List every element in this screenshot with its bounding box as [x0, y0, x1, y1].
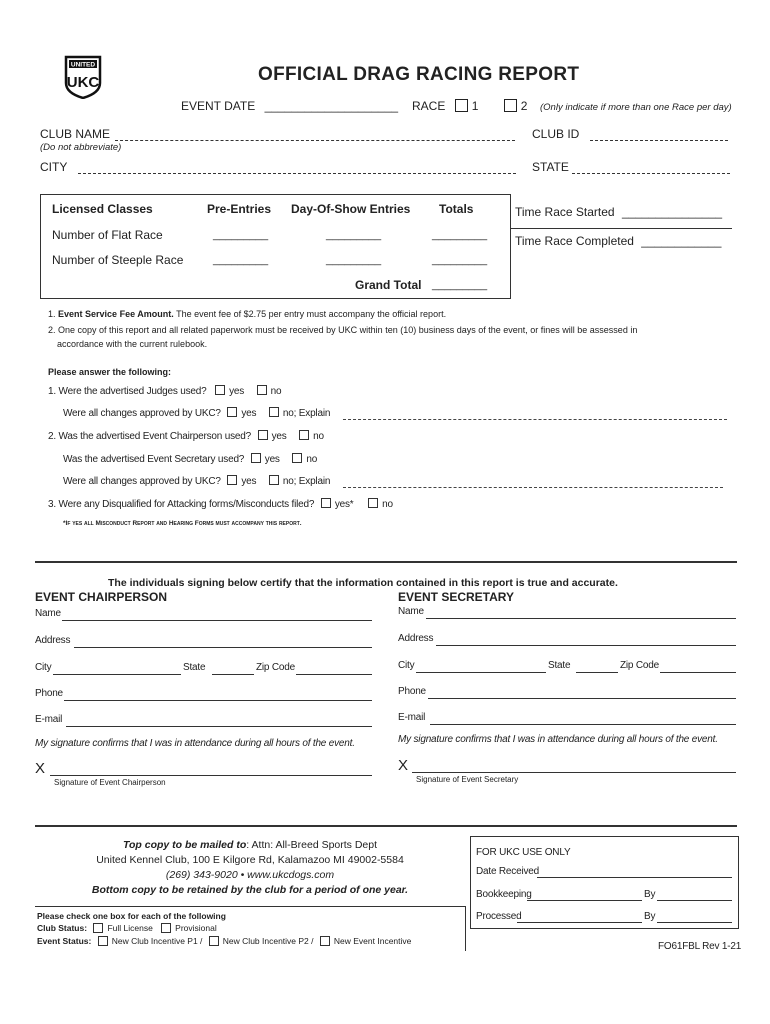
q1b-text: Were all changes approved by UKC?	[63, 408, 221, 419]
chair-heading: EVENT CHAIRPERSON	[35, 590, 168, 604]
nci-p1-label: New Club Incentive P1 /	[111, 936, 203, 946]
note-1-text: The event fee of $2.75 per entry must accompany the official report.	[173, 309, 447, 319]
q1-no-label: no	[270, 386, 282, 397]
city-field[interactable]	[78, 173, 516, 174]
mailing-line-4: Bottom copy to be retained by the club for a period of one year.	[91, 884, 409, 896]
club-name-note: (Do not abbreviate)	[40, 142, 122, 153]
sec-name-field[interactable]	[426, 618, 736, 619]
flat-total-field[interactable]: _________	[432, 229, 488, 241]
q2-yes-checkbox[interactable]	[258, 430, 268, 440]
status-heading: Please check one box for each of the following	[37, 911, 226, 921]
steeple-race-label: Number of Steeple Race	[52, 253, 184, 267]
q1-yes-label: yes	[229, 386, 245, 397]
secretary-heading: EVENT SECRETARY	[398, 590, 515, 604]
flat-dos-field[interactable]: _________	[326, 229, 382, 241]
mailing-line-2: United Kennel Club, 100 E Kilgore Rd, Kalamazoo MI 49002-5584	[96, 854, 404, 866]
certify-statement: The individuals signing below certify that the information contained in this report is true and accurate.	[108, 577, 618, 589]
bookkeeping-by-field[interactable]	[657, 900, 732, 901]
club-id-field[interactable]	[590, 140, 728, 141]
misconduct-footnote: *If yes all Misconduct Report and Hearing Forms must accompany this report.	[63, 520, 302, 527]
club-status-row	[37, 923, 217, 934]
q1b-no-label: no; Explain	[282, 408, 331, 419]
race-1-label: 1	[471, 99, 479, 113]
race-row	[412, 99, 527, 113]
mailing-line-1	[70, 838, 430, 853]
q2-no-checkbox[interactable]	[299, 430, 309, 440]
race-2-label: 2	[520, 99, 528, 113]
club-name-label: CLUB NAME	[40, 127, 111, 141]
q2c-explain-field[interactable]	[343, 487, 723, 488]
q1b-no-checkbox[interactable]	[269, 407, 279, 417]
sec-address-label: Address	[398, 633, 434, 644]
entries-table	[40, 194, 511, 299]
date-received-label: Date Received	[476, 866, 539, 877]
mailing-line-1-rest: : Attn: All-Breed Sports Dept	[246, 839, 378, 851]
q2c-row	[63, 476, 330, 487]
sec-city-field[interactable]	[416, 672, 546, 673]
time-completed-row	[515, 234, 721, 248]
q1b-yes-checkbox[interactable]	[227, 407, 237, 417]
q2-row	[48, 431, 324, 442]
sec-phone-field[interactable]	[428, 698, 736, 699]
office-use-box	[470, 836, 739, 929]
race-label: RACE	[412, 99, 446, 113]
q3-yes-label: yes*	[334, 499, 354, 510]
q2c-no-checkbox[interactable]	[269, 475, 279, 485]
sec-zip-label: Zip Code	[620, 660, 659, 671]
q2c-yes-checkbox[interactable]	[227, 475, 237, 485]
note-2-text: One copy of this report and all related paperwork must be received by UKC within ten (10) business days of the event, or fines will be assessed in	[58, 325, 638, 335]
q1b-row	[63, 408, 330, 419]
chair-state-field[interactable]	[212, 674, 254, 675]
q3-no-label: no	[382, 499, 393, 510]
col-licensed-classes: Licensed Classes	[52, 202, 153, 216]
sec-name-label: Name	[398, 606, 424, 617]
processed-field[interactable]	[517, 922, 642, 923]
q1-text: 1. Were the advertised Judges used?	[48, 386, 207, 397]
event-date-row	[181, 99, 398, 113]
questions-heading: Please answer the following:	[48, 367, 172, 377]
bookkeeping-field[interactable]	[527, 900, 642, 901]
logo-main-text: UKC	[66, 74, 100, 91]
status-box	[35, 906, 466, 951]
flat-pre-field[interactable]: _________	[213, 229, 269, 241]
note-2-cont: accordance with the current rulebook.	[57, 339, 208, 349]
q2c-yes-label: yes	[241, 476, 257, 487]
chair-address-field[interactable]	[74, 647, 372, 648]
sec-signature-label: Signature of Event Secretary	[416, 775, 519, 784]
q2-yes-label: yes	[271, 431, 287, 442]
chair-email-field[interactable]	[66, 726, 372, 727]
q3-yes-checkbox[interactable]	[321, 498, 331, 508]
note-1-bold: Event Service Fee Amount.	[58, 309, 174, 319]
sec-phone-label: Phone	[398, 686, 426, 697]
q2b-no-label: no	[306, 454, 318, 465]
provisional-label: Provisional	[175, 923, 217, 933]
col-day-of-show: Day-Of-Show Entries	[291, 202, 411, 216]
chair-zip-field[interactable]	[296, 674, 372, 675]
q2c-no-label: no; Explain	[282, 476, 331, 487]
club-id-label: CLUB ID	[532, 127, 580, 141]
q2b-text: Was the advertised Event Secretary used?	[63, 454, 245, 465]
note-2-num: 2.	[48, 325, 56, 335]
note-1	[48, 309, 446, 319]
state-label: STATE	[532, 160, 569, 174]
processed-label: Processed	[476, 911, 522, 922]
sec-signature-field[interactable]	[412, 772, 736, 773]
time-completed-label: Time Race Completed	[515, 234, 634, 248]
col-totals: Totals	[439, 202, 474, 216]
chair-x: X	[35, 760, 46, 777]
col-pre-entries: Pre-Entries	[207, 202, 272, 216]
ukc-logo	[64, 55, 102, 99]
logo-top-text: UNITED	[70, 61, 96, 69]
sec-email-field[interactable]	[430, 724, 736, 725]
bookkeeping-label: Bookkeeping	[476, 889, 532, 900]
nci-p2-checkbox[interactable]	[209, 936, 219, 946]
nci-p1-checkbox[interactable]	[98, 936, 108, 946]
full-license-label: Full License	[107, 923, 153, 933]
q3-text: 3. Were any Disqualified for Attacking forms/Misconducts filed?	[48, 499, 315, 510]
state-field[interactable]	[572, 173, 730, 174]
flat-race-label: Number of Flat Race	[52, 228, 163, 242]
race-note: (Only indicate if more than one Race per day)	[540, 102, 732, 113]
sec-email-label: E-mail	[398, 712, 426, 723]
time-started-row	[515, 205, 722, 219]
chair-signature-label: Signature of Event Chairperson	[54, 778, 166, 787]
q1b-explain-field[interactable]	[343, 419, 727, 420]
race-2-checkbox[interactable]	[504, 99, 517, 112]
mailing-block	[70, 838, 430, 898]
time-started-label: Time Race Started	[515, 205, 615, 219]
chair-signature-field[interactable]	[50, 775, 372, 776]
sec-state-label: State	[548, 660, 571, 671]
date-received-field[interactable]	[537, 877, 732, 878]
grand-total-label: Grand Total	[355, 278, 422, 292]
q1b-yes-label: yes	[241, 408, 257, 419]
event-status-row	[37, 936, 411, 947]
city-label: CITY	[40, 160, 68, 174]
q1-yes-checkbox[interactable]	[215, 385, 225, 395]
q2b-yes-label: yes	[264, 454, 280, 465]
new-event-label: New Event Incentive	[333, 936, 412, 946]
q2c-text: Were all changes approved by UKC?	[63, 476, 221, 487]
q2b-no-checkbox[interactable]	[292, 453, 302, 463]
bottom-divider	[35, 825, 737, 827]
sec-city-label: City	[398, 660, 415, 671]
steeple-pre-field[interactable]: _________	[213, 254, 269, 266]
note-1-num: 1.	[48, 309, 56, 319]
club-name-field[interactable]	[115, 140, 515, 141]
chair-address-label: Address	[35, 635, 71, 646]
event-status-label: Event Status:	[37, 936, 92, 946]
chair-state-label: State	[183, 662, 206, 673]
time-completed-field[interactable]: ____________	[641, 234, 722, 248]
note-2	[48, 325, 637, 335]
q2b-row	[63, 454, 317, 465]
new-event-checkbox[interactable]	[320, 936, 330, 946]
provisional-checkbox[interactable]	[161, 923, 171, 933]
event-date-field[interactable]: ____________________	[264, 99, 399, 113]
q2-no-label: no	[313, 431, 324, 442]
q1-no-checkbox[interactable]	[257, 385, 267, 395]
club-status-label: Club Status:	[37, 923, 88, 933]
grand-total-field[interactable]: _________	[432, 279, 488, 291]
processed-by-label: By	[644, 911, 656, 922]
sec-address-field[interactable]	[436, 645, 736, 646]
q2b-yes-checkbox[interactable]	[251, 453, 261, 463]
sec-state-field[interactable]	[576, 672, 618, 673]
form-id: FO61FBL Rev 1-21	[658, 941, 742, 952]
q3-no-checkbox[interactable]	[368, 498, 378, 508]
mailing-line-1-bold: Top copy to be mailed to	[122, 839, 247, 851]
sec-confirm: My signature confirms that I was in attendance during all hours of the event.	[398, 734, 718, 745]
event-date-label: EVENT DATE	[181, 99, 256, 113]
office-heading: FOR UKC USE ONLY	[476, 847, 571, 858]
page-title: OFFICIAL DRAG RACING REPORT	[258, 64, 580, 85]
mailing-line-3: (269) 343-9020 • www.ukcdogs.com	[165, 869, 335, 881]
chair-name-label: Name	[35, 608, 61, 619]
chair-phone-field[interactable]	[64, 700, 372, 701]
sec-x: X	[398, 757, 409, 774]
chair-email-label: E-mail	[35, 714, 63, 725]
chair-confirm: My signature confirms that I was in attendance during all hours of the event.	[35, 738, 355, 749]
sec-zip-field[interactable]	[660, 672, 736, 673]
chair-city-label: City	[35, 662, 52, 673]
race-1-checkbox[interactable]	[455, 99, 468, 112]
processed-by-field[interactable]	[657, 922, 732, 923]
bookkeeping-by-label: By	[644, 889, 656, 900]
nci-p2-label: New Club Incentive P2 /	[222, 936, 314, 946]
chair-zip-label: Zip Code	[256, 662, 295, 673]
q3-row	[48, 499, 393, 510]
section-divider	[35, 561, 737, 563]
chair-phone-label: Phone	[35, 688, 63, 699]
chair-city-field[interactable]	[53, 674, 181, 675]
q1-row	[48, 386, 281, 397]
chair-name-field[interactable]	[62, 620, 372, 621]
time-started-field[interactable]: _______________	[621, 205, 723, 219]
times-divider	[510, 228, 732, 229]
steeple-total-field[interactable]: _________	[432, 254, 488, 266]
full-license-checkbox[interactable]	[93, 923, 103, 933]
steeple-dos-field[interactable]: _________	[326, 254, 382, 266]
q2-text: 2. Was the advertised Event Chairperson used?	[48, 431, 251, 442]
